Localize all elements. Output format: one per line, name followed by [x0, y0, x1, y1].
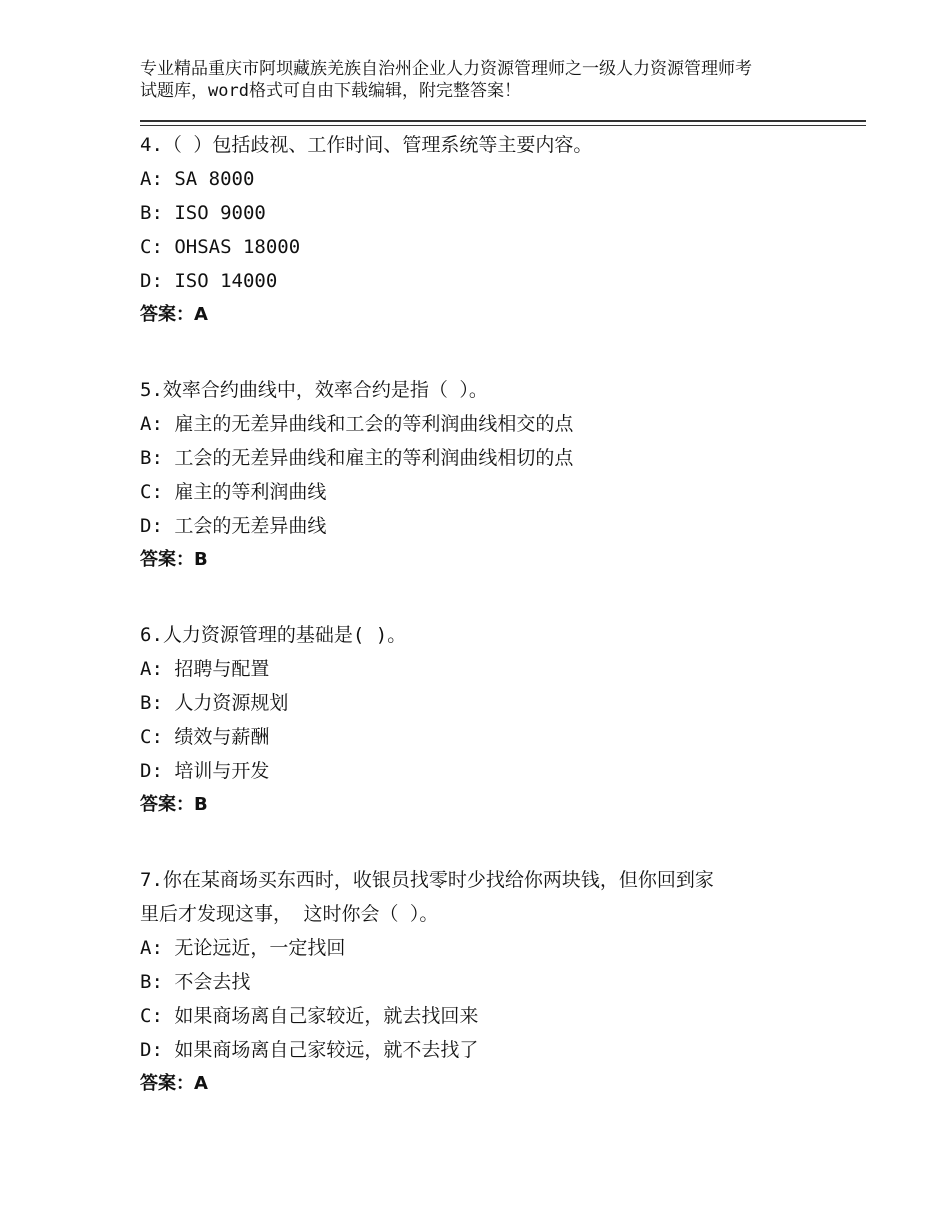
question-stem: 5.效率合约曲线中，效率合约是指（ ）。 [140, 379, 488, 401]
option-c: C: OHSAS 18000 [140, 236, 301, 258]
question-7 [140, 863, 860, 1101]
option-c: C: 雇主的等利润曲线 [140, 481, 327, 503]
option-b: B: 不会去找 [140, 971, 251, 993]
option-b: B: ISO 9000 [140, 202, 266, 224]
header-line-2: 试题库，word格式可自由下载编辑，附完整答案！ [140, 81, 521, 101]
option-d: D: ISO 14000 [140, 270, 278, 292]
question-stem-line-2: 里后才发现这事， 这时你会（ ）。 [140, 903, 439, 925]
answer-label: 答案：B [140, 549, 208, 570]
option-a: A: 招聘与配置 [140, 658, 270, 680]
header-line-1: 专业精品重庆市阿坝藏族羌族自治州企业人力资源管理师之一级人力资源管理师考 [140, 59, 752, 79]
option-c: C: 如果商场离自己家较近，就去找回来 [140, 1005, 479, 1027]
option-a: A: SA 8000 [140, 168, 255, 190]
header-rule-thin [140, 125, 866, 126]
question-4 [140, 128, 860, 332]
option-b: B: 人力资源规划 [140, 692, 289, 714]
option-d: D: 培训与开发 [140, 760, 270, 782]
option-a: A: 雇主的无差异曲线和工会的等利润曲线相交的点 [140, 413, 574, 435]
header-rule-thick [140, 120, 866, 122]
option-c: C: 绩效与薪酬 [140, 726, 270, 748]
answer-label: 答案：A [140, 1073, 208, 1094]
question-stem: 4.（ ）包括歧视、工作时间、管理系统等主要内容。 [140, 134, 593, 156]
answer-label: 答案：B [140, 794, 208, 815]
question-5 [140, 373, 860, 577]
answer-label: 答案：A [140, 304, 208, 325]
question-list [140, 128, 860, 1142]
option-d: D: 工会的无差异曲线 [140, 515, 327, 537]
option-d: D: 如果商场离自己家较远，就不去找了 [140, 1039, 479, 1061]
option-b: B: 工会的无差异曲线和雇主的等利润曲线相切的点 [140, 447, 574, 469]
question-6 [140, 618, 860, 822]
option-a: A: 无论远近，一定找回 [140, 937, 346, 959]
question-stem-line-1: 7.你在某商场买东西时，收银员找零时少找给你两块钱，但你回到家 [140, 869, 714, 891]
question-stem: 6.人力资源管理的基础是( )。 [140, 624, 407, 646]
document-header [140, 58, 830, 102]
